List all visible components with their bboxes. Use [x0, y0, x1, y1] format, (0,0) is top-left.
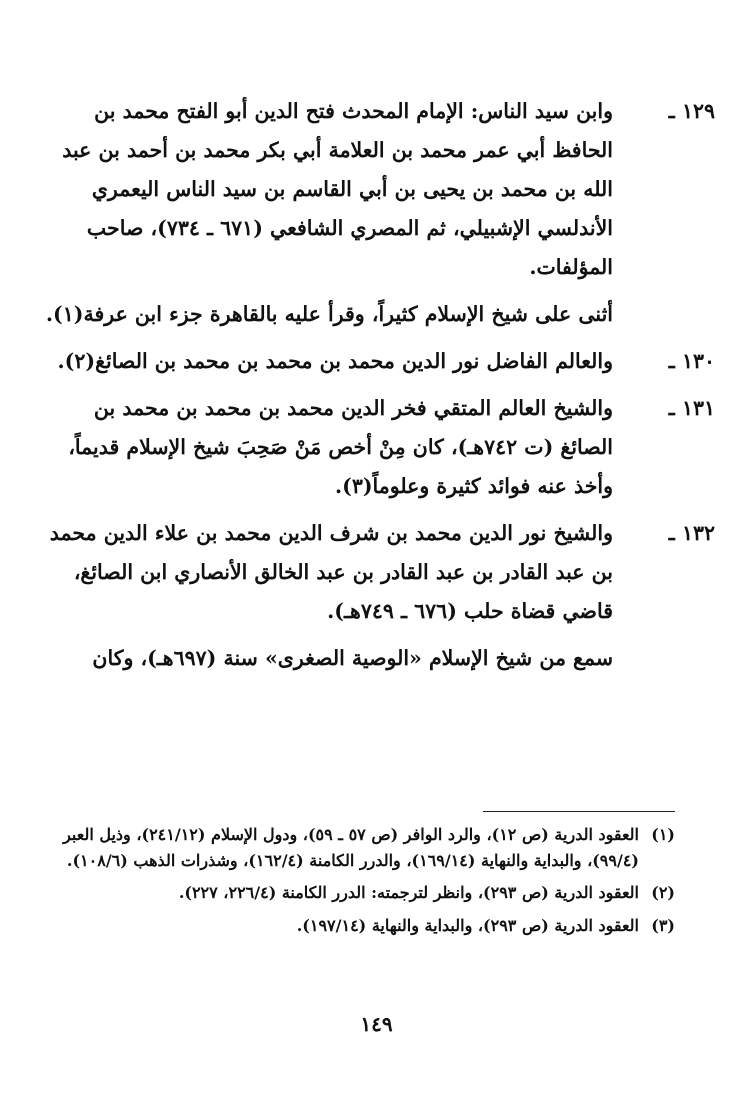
entry-129 — [43, 92, 715, 287]
footnote-text: العقود الدرية (ص ١٢)، والرد الوافر (ص ٥٧ ـ ٥٩)، ودول الإسلام (٢٤١/١٢)، وذيل العبر (٩٩/٤)، والبداية والنهاية (١٦٩/١٤)، والدرر الكامنة (١٦٢/٤)، وشذرات الذهب (١٠٨/٦). — [63, 825, 639, 870]
entry-text: والشيخ العالم المتقي فخر الدين محمد بن محمد بن محمد بن الصائغ (ت ٧٤٢هـ)، كان مِنْ أخص مَنْ صَحِبَ شيخ الإسلام قديماً، وأخذ عنه فوائد كثيرة وعلوماً(٣). — [68, 396, 613, 498]
paragraph: سمع من شيخ الإسلام «الوصية الصغرى» سنة (٦٩٧هـ)، وكان — [92, 646, 613, 670]
entry-number: ١٢٩ ـ — [668, 99, 715, 123]
page-number: ١٤٩ — [360, 1012, 393, 1036]
footnote-text: العقود الدرية (ص ٢٩٣)، وانظر لترجمته: الدرر الكامنة (٢٢٦/٤، ٢٢٧). — [178, 883, 639, 902]
main-text — [43, 92, 715, 686]
footnote-1 — [41, 822, 675, 873]
entry-number: ١٣٠ ـ — [668, 349, 715, 373]
footnote-text: العقود الدرية (ص ٢٩٣)، والبداية والنهاية (١٩٧/١٤). — [296, 915, 639, 935]
footnotes — [41, 822, 675, 945]
footnote-number: (٢) — [651, 883, 675, 902]
paragraph: أثنى على شيخ الإسلام كثيراً، وقرأ عليه بالقاهرة جزء ابن عرفة(١). — [45, 302, 613, 326]
footnote-3 — [41, 913, 675, 939]
entry-131 — [43, 389, 715, 506]
footnote-2 — [41, 880, 675, 906]
entry-number: ١٣١ ـ — [668, 396, 715, 420]
entry-number: ١٣٢ ـ — [668, 521, 715, 545]
footnote-number: (٣) — [651, 915, 675, 935]
entry-text: والشيخ نور الدين محمد بن شرف الدين محمد بن علاء الدين محمد بن عبد القادر بن عبد القادر بن عبد الخالق الأنصاري ابن الصائغ، قاضي قضاة حلب (٦٧٦ ـ ٧٤٩هـ). — [49, 521, 613, 623]
footnote-number: (١) — [651, 825, 675, 844]
entry-text: والعالم الفاضل نور الدين محمد بن محمد بن محمد بن الصائغ(٢). — [57, 349, 613, 373]
entry-132 — [43, 514, 715, 631]
footnote-separator — [483, 811, 675, 812]
entry-130 — [43, 342, 715, 381]
entry-text: وابن سيد الناس: الإمام المحدث فتح الدين أبو الفتح محمد بن الحافظ أبي عمر محمد بن العلامة أبي بكر محمد بن أحمد بن عبد الله بن محمد بن يحيى بن أبي القاسم بن سيد الناس اليعمري الأندلسي الإشبيلي، ثم المصري الشافعي (٦٧١ ـ ٧٣٤)، صاحب المؤلفات. — [62, 99, 613, 279]
